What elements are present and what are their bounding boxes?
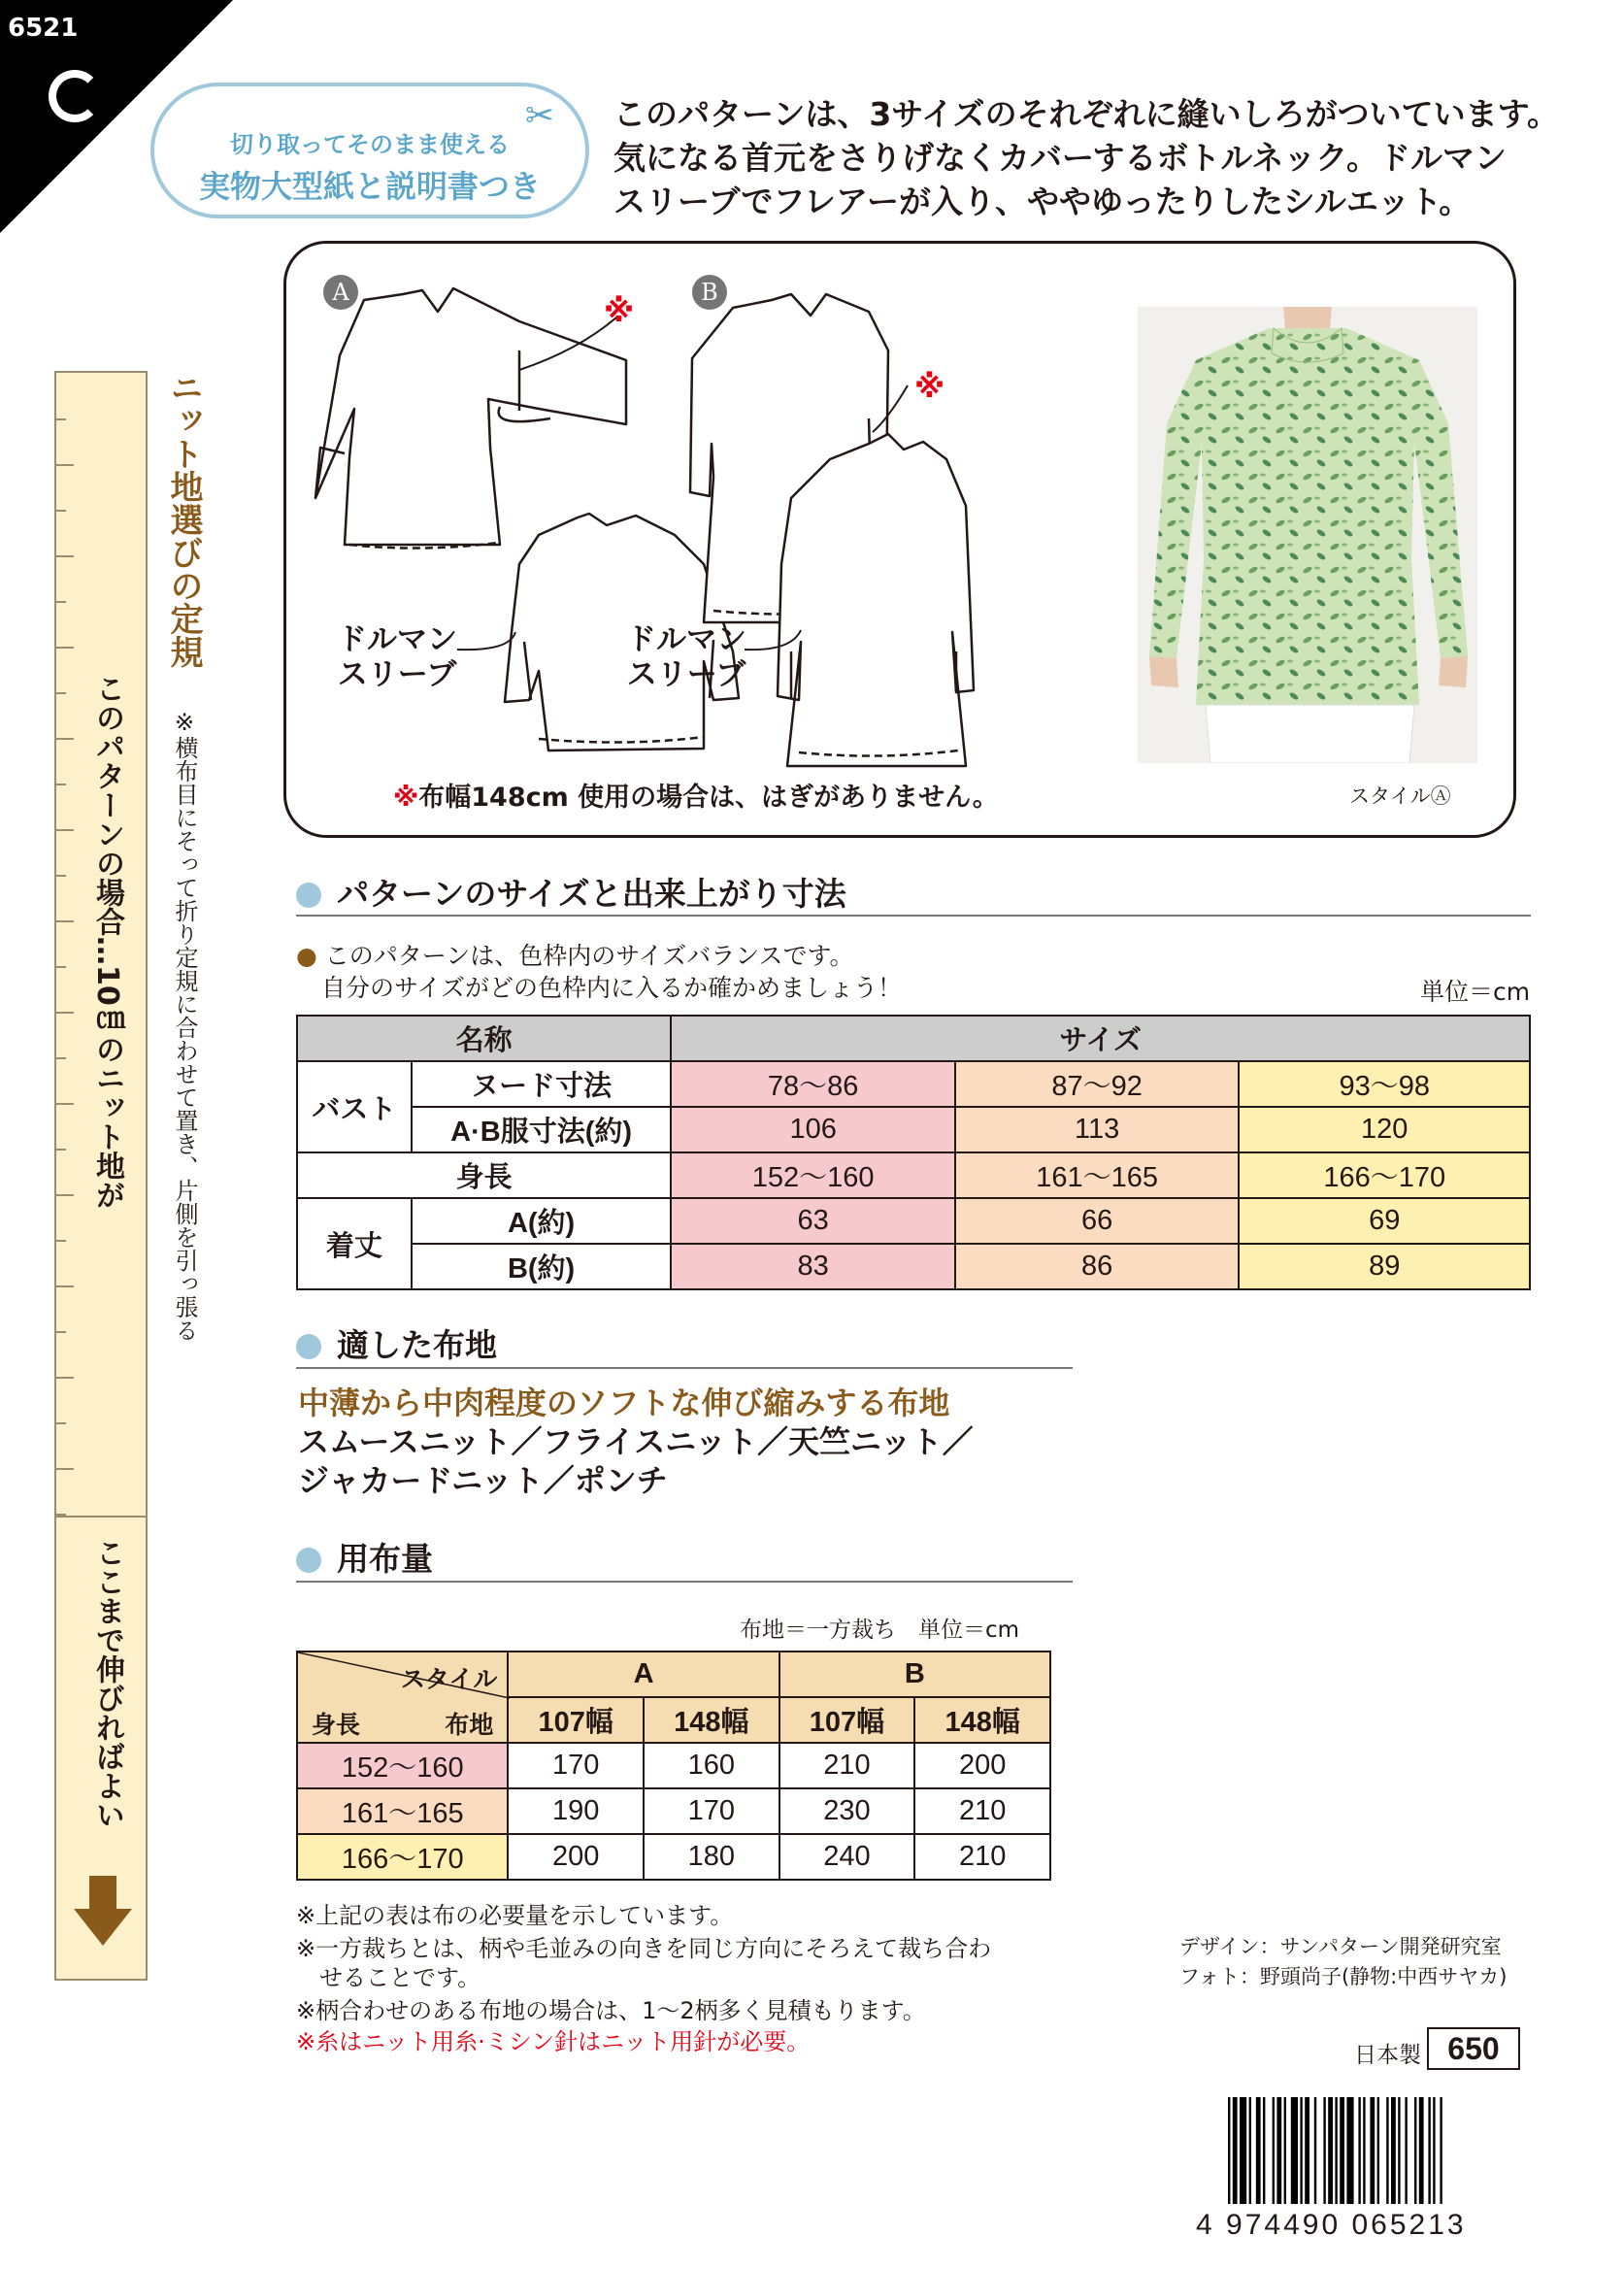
fabric-section-title: [296, 1320, 497, 1366]
ruler-tick: [56, 1057, 66, 1059]
model-photo-image: [1138, 307, 1477, 763]
ruler-tick: [56, 601, 66, 603]
ruler-tick: [56, 1012, 74, 1014]
table-cell: 66: [955, 1198, 1240, 1244]
row-label-height: 身長: [297, 1152, 671, 1198]
barcode-bar: [1428, 2097, 1430, 2204]
ruler-tick: [56, 647, 74, 649]
table-row: [297, 1743, 1050, 1788]
height-cell: 152〜160: [297, 1743, 508, 1788]
table-cell: 89: [1239, 1244, 1530, 1289]
yardage-unit: 布地＝一方裁ち 単位＝cm: [740, 1618, 1020, 1643]
width-header: 107幅: [508, 1697, 644, 1743]
credit-design: デザイン：サンパターン開発研究室: [1179, 1935, 1502, 1958]
ruler-tick: [56, 1377, 74, 1379]
barcode-bar: [1328, 2097, 1333, 2204]
style-a-header: A: [508, 1652, 779, 1697]
knit-stretch-ruler: [54, 371, 148, 1981]
barcode-bar: [1233, 2097, 1238, 2204]
badge-line2: 実物大型紙と説明書つき: [198, 168, 541, 205]
table-cell: 200: [914, 1743, 1050, 1788]
barcode-bar: [1340, 2097, 1344, 2204]
ruler-tick: [56, 966, 66, 968]
barcode-bar: [1284, 2097, 1286, 2204]
credit-photo: フォト：野頭尚子(静物:中西サヤカ): [1179, 1965, 1508, 1988]
table-row: [297, 1198, 1530, 1244]
made-in: 日本製: [1354, 2043, 1421, 2068]
size-section-title: [296, 869, 846, 915]
table-row: [297, 1244, 1530, 1289]
yardage-note: ※一方裁ちとは、柄や毛並みの向きを同じ方向にそろえて裁ち合わ: [296, 1935, 992, 1962]
barcode-bar: [1263, 2097, 1265, 2204]
table-cell: 152〜160: [671, 1152, 955, 1198]
ruler-tick: [56, 1422, 66, 1424]
bullet-icon: ●: [296, 942, 317, 970]
height-cell: 166〜170: [297, 1834, 508, 1880]
yardage-note: ※柄合わせのある布地の場合は、1〜2柄多く見積もります。: [296, 1997, 926, 2024]
intro-line: スリーブでフレアーが入り、ややゆったりしたシルエット。: [613, 183, 1472, 220]
intro-line: このパターンは、3サイズのそれぞれに縫いしろがついています。: [613, 95, 1560, 133]
barcode-bar: [1386, 2097, 1388, 2204]
style-b-header: B: [779, 1652, 1050, 1697]
price-box: 650: [1427, 2027, 1520, 2070]
header-name: 名称: [297, 1016, 671, 1061]
ruler-note: ※横布目にそって折り定規に合わせて置き、片側を引っ張る: [171, 709, 198, 1342]
ruler-text-bottom: ここまで伸びればよい: [90, 1538, 124, 1829]
table-cell: 170: [644, 1788, 779, 1834]
ruler-divider: [56, 1516, 146, 1518]
table-cell: 63: [671, 1198, 955, 1244]
ruler-tick: [56, 1285, 74, 1287]
barcode-bar: [1433, 2097, 1435, 2204]
table-row: [297, 1152, 1530, 1198]
barcode-bar: [1323, 2097, 1325, 2204]
barcode-bar: [1346, 2097, 1353, 2204]
yardage-red-note: ※糸はニット用糸·ミシン針はニット用針が必要。: [296, 2028, 811, 2055]
table-cell: 69: [1239, 1198, 1530, 1244]
arrow-down-icon: [74, 1909, 132, 1946]
arrow-down-stem: [89, 1876, 116, 1911]
barcode-bar: [1291, 2097, 1298, 2204]
barcode-bar: [1440, 2097, 1442, 2204]
corner-fabric-label: 布地: [445, 1712, 494, 1739]
table-cell: 120: [1239, 1107, 1530, 1152]
height-cell: 161〜165: [297, 1788, 508, 1834]
ruler-tick: [56, 1194, 74, 1196]
table-cell: 78〜86: [671, 1061, 955, 1107]
dolman-line: スリーブ: [626, 657, 746, 692]
photo-caption: スタイルⒶ: [1349, 784, 1451, 808]
row-label-length: 着丈: [297, 1198, 412, 1289]
table-cell: 230: [779, 1788, 915, 1834]
barcode-bar: [1273, 2097, 1275, 2204]
width-header: 148幅: [914, 1697, 1050, 1743]
barcode-number: 4 974490 065213: [1196, 2209, 1467, 2241]
brand-logo-icon: [49, 70, 101, 122]
barcode-bar: [1363, 2097, 1365, 2204]
ruler-text-top: このパターンの場合…10㎝のニット地が: [90, 674, 124, 1210]
ruler-tick: [56, 920, 74, 922]
table-cell: 210: [914, 1788, 1050, 1834]
ruler-tick: [56, 1468, 74, 1470]
yardage-section-title-text: 用布量: [337, 1540, 433, 1578]
barcode-bar: [1398, 2097, 1400, 2204]
ruler-tick: [56, 829, 74, 831]
table-cell: 166〜170: [1239, 1152, 1530, 1198]
feature-badge: [150, 83, 589, 218]
barcode-bar: [1256, 2097, 1261, 2204]
corner-header-cell: [297, 1652, 508, 1743]
ruler-tick: [56, 1149, 66, 1151]
note-mark: ※: [393, 783, 419, 813]
table-cell: 180: [644, 1834, 779, 1880]
note-text: 布幅148cm 使用の場合は、はぎがありません。: [418, 783, 999, 813]
barcode-bar: [1335, 2097, 1337, 2204]
size-intro-line2: 自分のサイズがどの色枠内に入るか確かめましょう！: [321, 974, 903, 1002]
table-row: [297, 1016, 1530, 1061]
scissors-icon: ✂: [524, 96, 554, 136]
garment-sketches: [286, 244, 1131, 787]
barcode-bar: [1358, 2097, 1360, 2204]
asterisk-mark-a: ※: [604, 292, 635, 329]
section-rule: [296, 1581, 1073, 1583]
row-label-nude: ヌード寸法: [412, 1061, 672, 1107]
barcode-bar: [1370, 2097, 1375, 2204]
yardage-note: せることです。: [296, 1964, 481, 1991]
section-bullet-icon: [296, 1548, 321, 1573]
ruler-tick: [56, 418, 66, 420]
barcode-bar: [1276, 2097, 1281, 2204]
pattern-code: 6521: [8, 14, 79, 43]
model-photo: [1138, 307, 1477, 763]
ruler-tick: [56, 1103, 74, 1105]
barcode-bar: [1305, 2097, 1309, 2204]
corner-style-label: スタイル: [400, 1666, 498, 1693]
barcode-bar: [1419, 2097, 1424, 2204]
size-intro-line1: このパターンは、色枠内のサイズバランスです。: [324, 942, 854, 970]
size-intro: [296, 940, 902, 1004]
barcode-bar: [1405, 2097, 1407, 2204]
table-cell: 161〜165: [955, 1152, 1240, 1198]
ruler-tick: [56, 784, 66, 785]
table-cell: 240: [779, 1834, 915, 1880]
illustration-panel: [283, 241, 1516, 838]
barcode-image: [1228, 2097, 1519, 2204]
size-unit: 単位＝cm: [1420, 978, 1531, 1006]
style-b-label: B: [692, 275, 727, 310]
fabric-line1: スムースニット／フライスニット／天竺ニット／: [298, 1423, 974, 1460]
table-row: [297, 1061, 1530, 1107]
badge-line1: 切り取ってそのまま使える: [230, 131, 510, 158]
section-bullet-icon: [296, 883, 321, 908]
table-cell: 93〜98: [1239, 1061, 1530, 1107]
table-cell: 113: [955, 1107, 1240, 1152]
illustration-note: [393, 776, 999, 814]
table-cell: 210: [779, 1743, 915, 1788]
fabric-section-title-text: 適した布地: [337, 1326, 497, 1364]
ruler-tick: [56, 1514, 66, 1516]
barcode-bar: [1414, 2097, 1416, 2204]
dolman-line: ドルマン: [337, 622, 457, 657]
table-cell: 83: [671, 1244, 955, 1289]
table-row: [297, 1107, 1530, 1152]
ruler-tick: [56, 464, 74, 466]
ruler-tick: [56, 875, 66, 877]
row-label-bust: バスト: [297, 1061, 412, 1152]
table-cell: 200: [508, 1834, 644, 1880]
header-size: サイズ: [671, 1016, 1530, 1061]
table-row: [297, 1652, 1050, 1697]
section-rule: [296, 915, 1531, 917]
ruler-tick: [56, 555, 74, 557]
table-cell: 87〜92: [955, 1061, 1240, 1107]
table-cell: 190: [508, 1788, 644, 1834]
dolman-line: ドルマン: [626, 622, 746, 657]
ruler-tick: [56, 738, 74, 740]
ruler-tick: [56, 1331, 66, 1333]
barcode-bar: [1300, 2097, 1302, 2204]
barcode-bar: [1228, 2097, 1230, 2204]
ruler-tick: [56, 1240, 66, 1242]
barcode-bar: [1391, 2097, 1396, 2204]
size-table: [296, 1015, 1531, 1290]
fabric-line2: ジャカードニット／ポンチ: [298, 1462, 668, 1499]
row-label-length-b: B(約): [412, 1244, 672, 1289]
dolman-label-a: [337, 622, 457, 692]
intro-text: [613, 92, 1559, 223]
ruler-title: ニット地選びの定規: [164, 371, 203, 668]
dolman-label-b: [626, 622, 746, 692]
size-section-title-text: パターンのサイズと出来上がり寸法: [337, 875, 846, 913]
width-header: 148幅: [644, 1697, 779, 1743]
dolman-line: スリーブ: [337, 657, 457, 692]
style-a-label: A: [323, 275, 358, 310]
yardage-note: ※上記の表は布の必要量を示しています。: [296, 1902, 734, 1929]
table-row: [297, 1788, 1050, 1834]
intro-line: 気になる首元をさりげなくカバーするボトルネック。ドルマン: [613, 139, 1508, 177]
barcode-bar: [1240, 2097, 1246, 2204]
table-cell: 86: [955, 1244, 1240, 1289]
section-rule: [296, 1367, 1073, 1369]
row-label-length-a: A(約): [412, 1198, 672, 1244]
row-label-garment: A·B服寸法(約): [412, 1107, 672, 1152]
asterisk-mark-b: ※: [914, 368, 945, 405]
table-cell: 160: [644, 1743, 779, 1788]
table-cell: 210: [914, 1834, 1050, 1880]
section-bullet-icon: [296, 1334, 321, 1359]
corner-height-label: 身長: [312, 1712, 361, 1739]
yardage-table: [296, 1651, 1051, 1881]
table-cell: 170: [508, 1743, 644, 1788]
barcode-bar: [1377, 2097, 1379, 2204]
table-row: [297, 1834, 1050, 1880]
yardage-section-title: [296, 1534, 433, 1580]
ruler-tick: [56, 692, 66, 694]
ruler-tick: [56, 510, 66, 512]
barcode-bar: [1314, 2097, 1316, 2204]
credits: [1179, 1932, 1507, 1992]
table-cell: 106: [671, 1107, 955, 1152]
width-header: 107幅: [779, 1697, 915, 1743]
fabric-headline: 中薄から中肉程度のソフトな伸び縮みする布地: [298, 1385, 950, 1421]
barcode-bar: [1249, 2097, 1251, 2204]
